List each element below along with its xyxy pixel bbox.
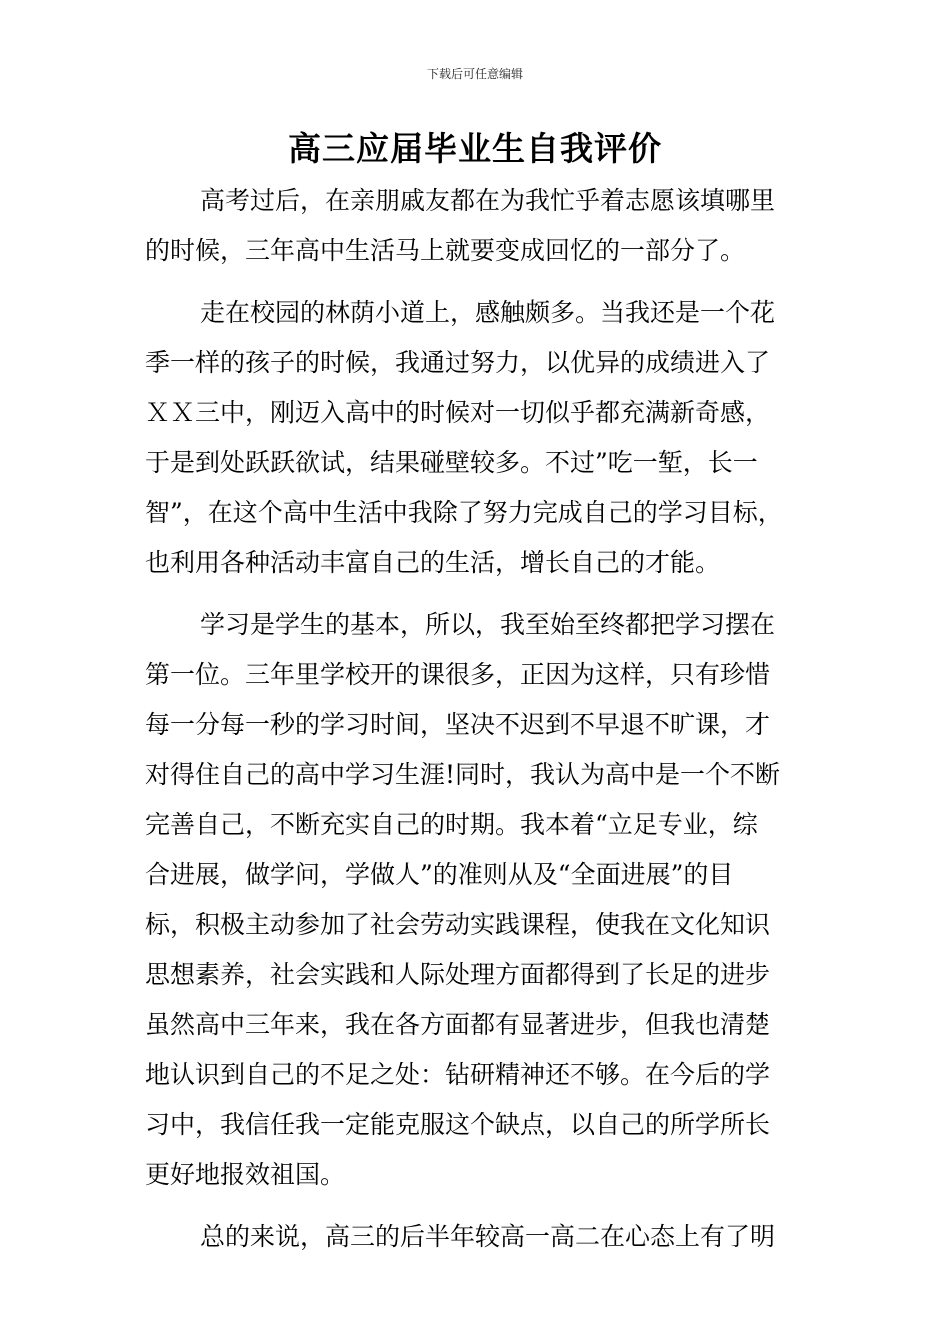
text-line: 的时候，三年高中生活马上就要变成回忆的一部分了。 [145, 236, 746, 265]
paragraph-2 [145, 288, 825, 588]
text-line: 智”，在这个高中生活中我除了努力完成自己的学习目标， [145, 498, 783, 527]
text-line: 标，积极主动参加了社会劳动实践课程，使我在文化知识 [145, 910, 771, 939]
text-line: 季一样的孩子的时候，我通过努力，以优异的成绩进入了 [145, 348, 771, 377]
download-note: 下载后可任意编辑 [426, 67, 523, 81]
document-body [145, 176, 825, 1274]
text-line: 走在校园的林荫小道上，感触颇多。当我还是一个花 [200, 298, 776, 327]
paragraph-1 [145, 176, 825, 276]
text-line: 地认识到自己的不足之处：钻研精神还不够。在今后的学 [145, 1060, 771, 1089]
text-line: 每一分每一秒的学习时间，坚决不迟到不早退不旷课，才 [145, 710, 771, 739]
paragraph-4 [145, 1212, 825, 1262]
text-line: 虽然高中三年来，我在各方面都有显著进步，但我也清楚 [145, 1010, 771, 1039]
text-line: 于是到处跃跃欲试，结果碰壁较多。不过”吃一堑，长一 [145, 448, 758, 477]
text-line: 也利用各种活动丰富自己的生活，增长自己的才能。 [145, 548, 721, 577]
text-line: 完善自己，不断充实自己的时期。我本着“立足专业，综 [145, 810, 758, 839]
text-line: 合进展，做学问，学做人”的准则从及“全面进展”的目 [145, 860, 734, 889]
text-line: 第一位。三年里学校开的课很多，正因为这样，只有珍惜 [145, 660, 771, 689]
text-line: 高考过后，在亲朋戚友都在为我忙乎着志愿该填哪里 [200, 186, 776, 215]
text-line: 更好地报效祖国。 [145, 1160, 346, 1189]
document-title: 高三应届毕业生自我评价 [288, 129, 662, 168]
paragraph-3 [145, 600, 825, 1200]
text-line: 总的来说，高三的后半年较高一高二在心态上有了明 [200, 1222, 776, 1251]
text-line: 对得住自己的高中学习生涯!同时，我认为高中是一个不断 [145, 760, 781, 789]
text-line: 习中，我信任我一定能克服这个缺点，以自己的所学所长 [145, 1110, 771, 1139]
text-line: 思想素养，社会实践和人际处理方面都得到了长足的进步 [145, 960, 771, 989]
text-line: 学习是学生的基本，所以，我至始至终都把学习摆在 [200, 610, 776, 639]
text-line: ＸＸ三中，刚迈入高中的时候对一切似乎都充满新奇感， [145, 398, 771, 427]
